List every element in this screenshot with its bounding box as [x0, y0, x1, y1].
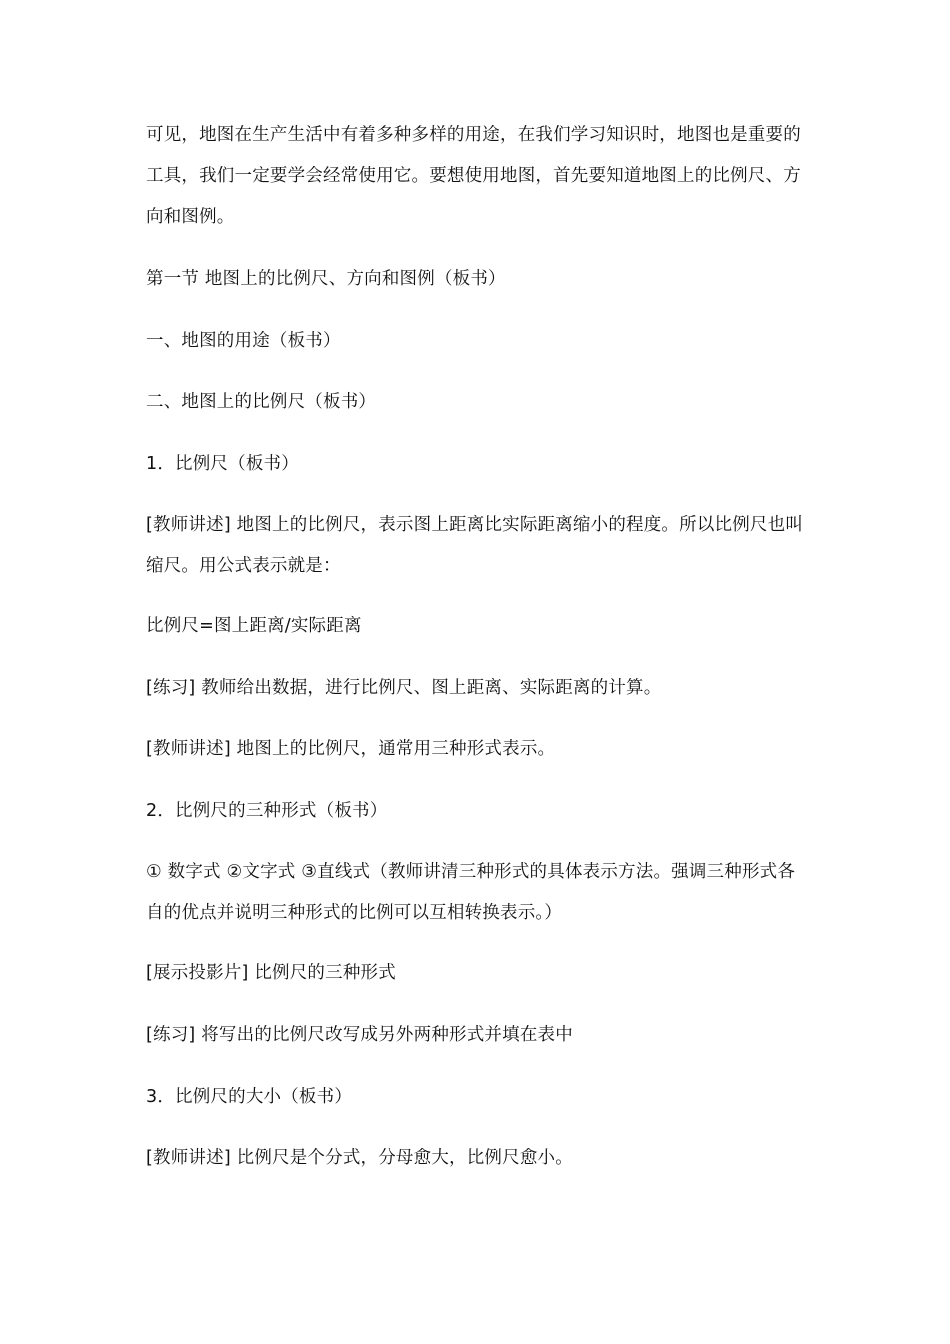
intro-paragraph: 可见，地图在生产生活中有着多种多样的用途，在我们学习知识时，地图也是重要的工具，我们一定要学会经常使用它。要想使用地图，首先要知道地图上的比例尺、方向和图例。 [146, 125, 801, 227]
teacher-explanation-paragraph: [教师讲述] 地图上的比例尺，通常用三种形式表示。 [146, 739, 556, 759]
teacher-explanation-paragraph: [教师讲述] 地图上的比例尺，表示图上距离比实际距离缩小的程度。所以比例尺也叫缩尺。用公式表示就是： [146, 515, 804, 576]
projection-paragraph: [展示投影片] 比例尺的三种形式 [146, 963, 396, 983]
heading-map-scale: 二、地图上的比例尺（板书） [146, 392, 377, 412]
section-heading: 第一节 地图上的比例尺、方向和图例（板书） [146, 269, 506, 289]
teacher-explanation-paragraph: [教师讲述] 比例尺是个分式，分母愈大，比例尺愈小。 [146, 1148, 573, 1168]
scale-forms-paragraph: ① 数字式 ②文字式 ③直线式（教师讲清三种形式的具体表示方法。强调三种形式各自的优点并说明三种形式的比例可以互相转换表示。） [146, 862, 796, 923]
exercise-paragraph: [练习] 将写出的比例尺改写成另外两种形式并填在表中 [146, 1025, 573, 1045]
subheading-scale-forms: 2．比例尺的三种形式（板书） [146, 801, 388, 821]
subheading-scale: 1．比例尺（板书） [146, 454, 299, 474]
exercise-paragraph: [练习] 教师给出数据，进行比例尺、图上距离、实际距离的计算。 [146, 678, 662, 698]
heading-map-uses: 一、地图的用途（板书） [146, 331, 341, 351]
scale-formula: 比例尺=图上距离/实际距离 [146, 616, 362, 636]
subheading-scale-size: 3．比例尺的大小（板书） [146, 1087, 353, 1107]
